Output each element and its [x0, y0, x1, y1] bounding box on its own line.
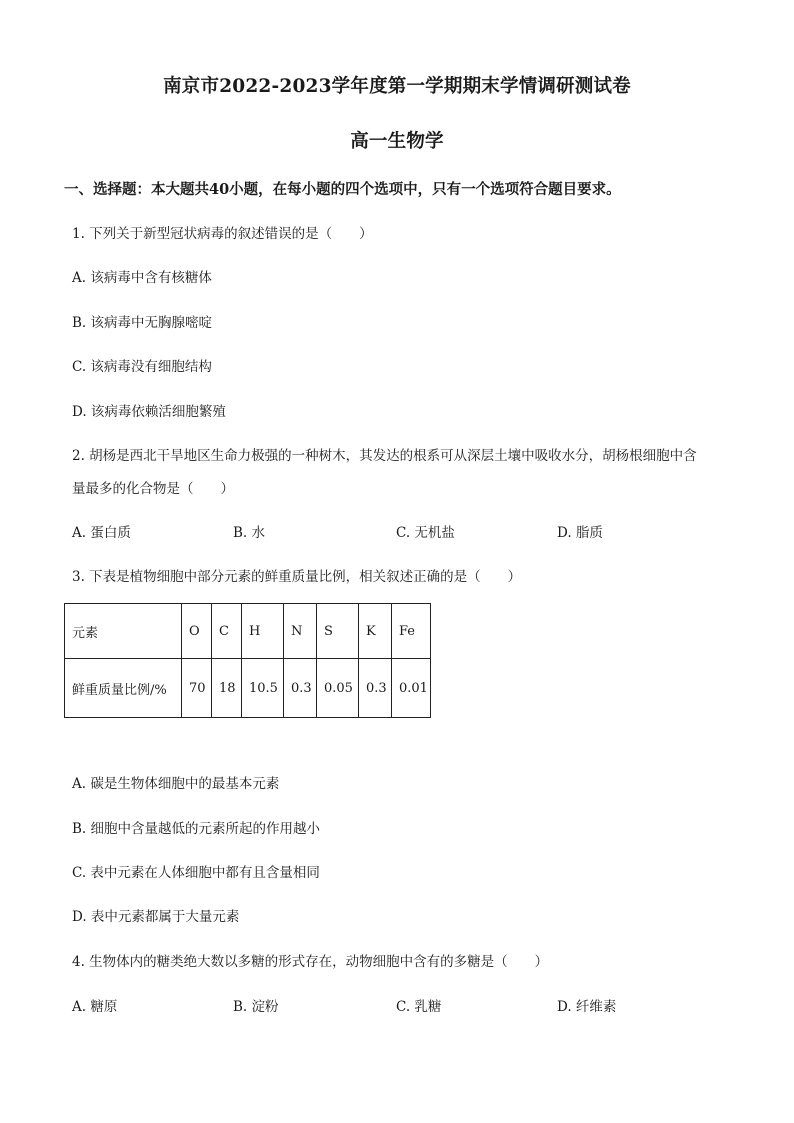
table-cell: 10.5: [242, 659, 284, 718]
element-ratio-table: [64, 603, 431, 718]
table-cell: 0.3: [359, 659, 392, 718]
table-header-row: [65, 604, 431, 659]
question-2-option-c: C. 无机盐: [396, 525, 455, 541]
question-2-option-b: B. 水: [233, 525, 266, 541]
question-2-option-a: A. 蛋白质: [72, 525, 131, 541]
question-3-stem: 3. 下表是植物细胞中部分元素的鲜重质量比例，相关叙述正确的是（ ）: [72, 569, 522, 585]
table-cell: S: [317, 604, 359, 659]
table-cell: 0.3: [284, 659, 317, 718]
question-1-option-d: D. 该病毒依赖活细胞繁殖: [72, 404, 226, 420]
table-cell: 70: [182, 659, 212, 718]
exam-title: 南京市2022-2023学年度第一学期期末学情调研测试卷: [163, 76, 631, 97]
question-3-option-a: A. 碳是生物体细胞中的最基本元素: [72, 776, 280, 792]
table-row: [65, 659, 431, 718]
table-cell: Fe: [392, 604, 431, 659]
question-1-option-b: B. 该病毒中无胸腺嘧啶: [72, 315, 213, 331]
table-cell: 元素: [65, 604, 182, 659]
table-cell: H: [242, 604, 284, 659]
question-2-stem-line1: 2. 胡杨是西北干旱地区生命力极强的一种树木，其发达的根系可从深层土壤中吸收水分，胡杨根细胞中含: [72, 448, 697, 464]
table-cell: O: [182, 604, 212, 659]
table-cell: 0.01: [392, 659, 431, 718]
question-4-stem: 4. 生物体内的糖类绝大数以多糖的形式存在，动物细胞中含有的多糖是（ ）: [72, 954, 549, 970]
question-1-option-a: A. 该病毒中含有核糖体: [72, 270, 212, 286]
table-cell: 0.05: [317, 659, 359, 718]
question-1-option-c: C. 该病毒没有细胞结构: [72, 359, 212, 375]
exam-subtitle: 高一生物学: [350, 131, 444, 152]
table-cell: 18: [212, 659, 242, 718]
question-4-option-b: B. 淀粉: [233, 999, 279, 1015]
table-cell: 鲜重质量比例/%: [65, 659, 182, 718]
question-2-stem-line2: 量最多的化合物是（ ）: [72, 481, 234, 497]
section-heading: 一、选择题：本大题共40小题，在每小题的四个选项中，只有一个选项符合题目要求。: [64, 181, 621, 198]
table-cell: C: [212, 604, 242, 659]
table-cell: N: [284, 604, 317, 659]
question-2-option-d: D. 脂质: [557, 525, 603, 541]
question-4-option-c: C. 乳糖: [396, 999, 442, 1015]
question-3-option-c: C. 表中元素在人体细胞中都有且含量相同: [72, 865, 320, 881]
question-1-stem: 1. 下列关于新型冠状病毒的叙述错误的是（ ）: [72, 226, 373, 242]
question-4-option-d: D. 纤维素: [557, 999, 617, 1015]
question-4-option-a: A. 糖原: [72, 999, 118, 1015]
table-cell: K: [359, 604, 392, 659]
question-3-option-d: D. 表中元素都属于大量元素: [72, 909, 240, 925]
question-3-option-b: B. 细胞中含量越低的元素所起的作用越小: [72, 821, 321, 837]
